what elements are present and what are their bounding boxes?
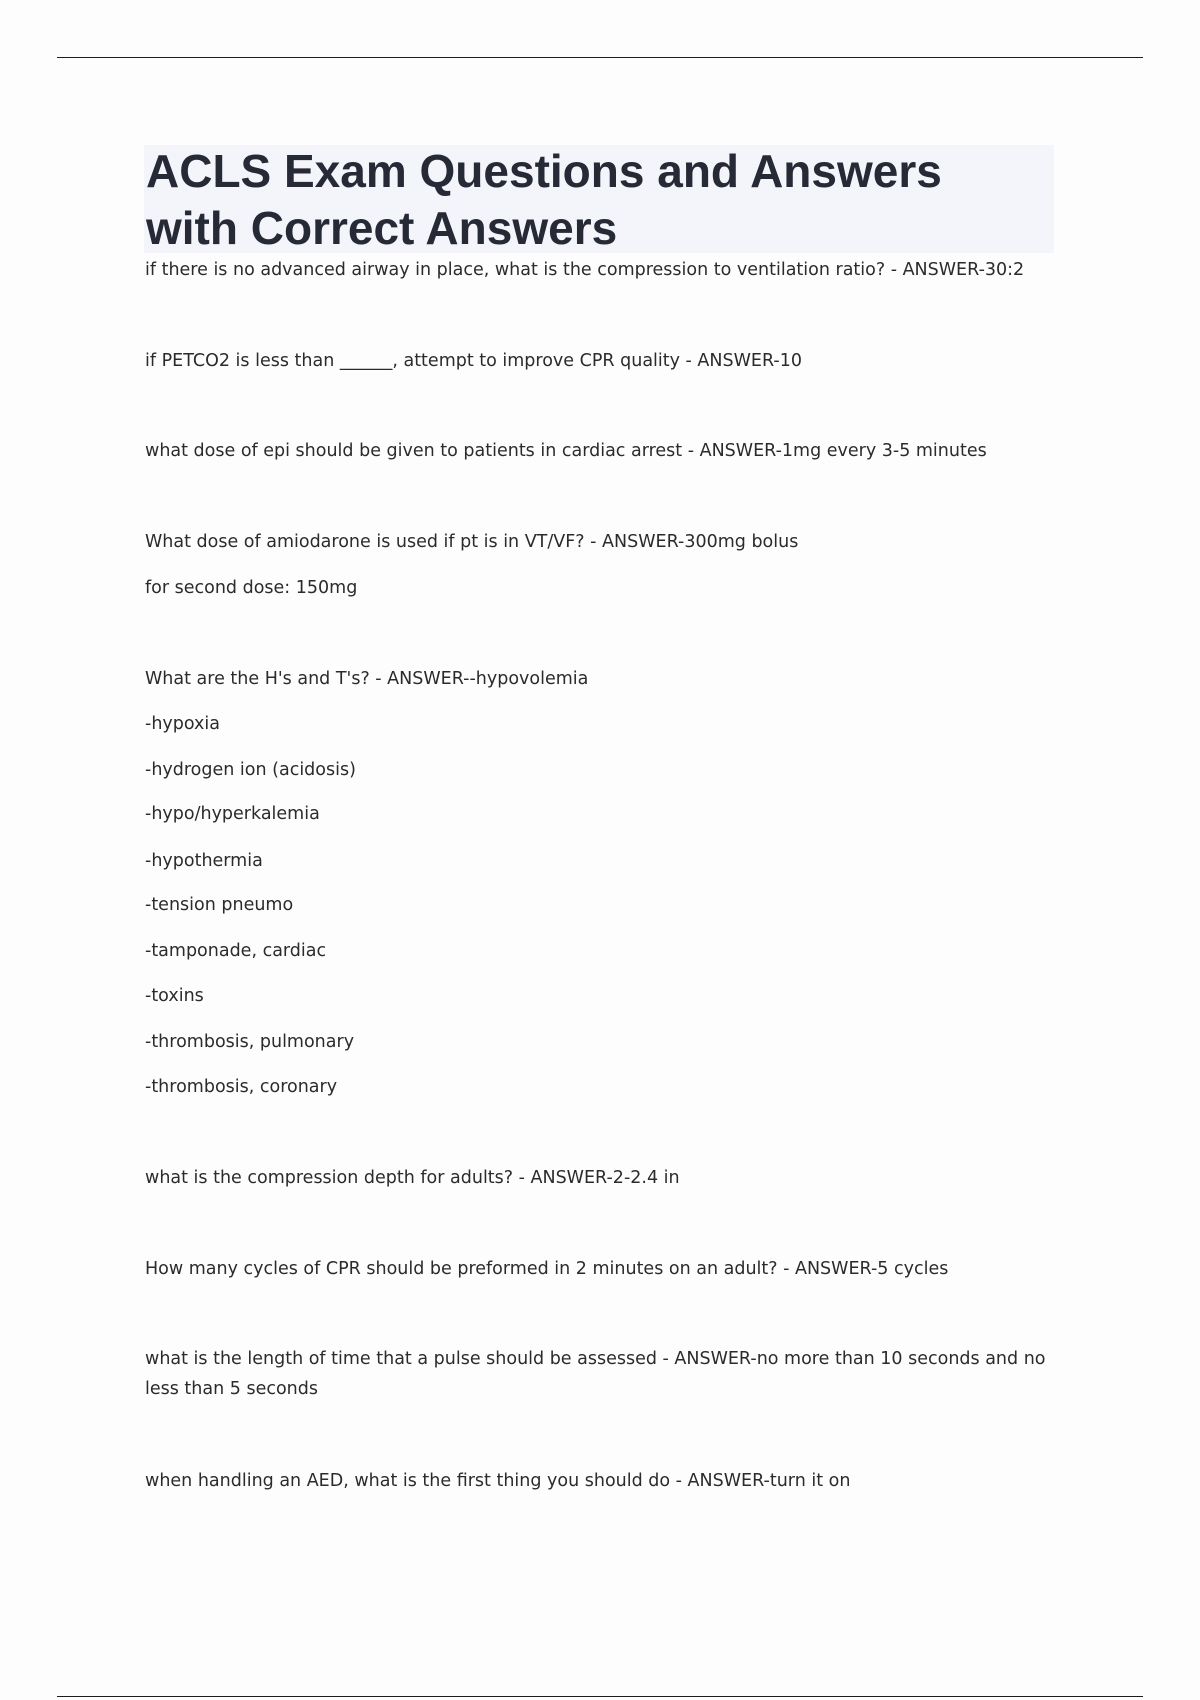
list-item: -hydrogen ion (acidosis) [145, 760, 356, 780]
list-item: -thrombosis, coronary [145, 1077, 338, 1097]
qa-item-compression-depth: what is the compression depth for adults? - ANSWER-2-2.4 in [145, 1168, 680, 1188]
qa-item-cpr-cycles: How many cycles of CPR should be preformed in 2 minutes on an adult? - ANSWER-5 cycles [145, 1259, 949, 1279]
qa-item-petco2: if PETCO2 is less than ______, attempt to improve CPR quality - ANSWER-10 [145, 351, 802, 371]
list-item: -thrombosis, pulmonary [145, 1032, 355, 1052]
qa-item-aed: when handling an AED, what is the first thing you should do - ANSWER-turn it on [145, 1471, 851, 1491]
qa-item-amiodarone-second: for second dose: 150mg [145, 578, 358, 598]
list-item: -hypoxia [145, 714, 220, 734]
list-item: -toxins [145, 986, 204, 1006]
qa-item-airway-ratio: if there is no advanced airway in place, what is the compression to ventilation ratio? - ANSWER-30:2 [145, 260, 1025, 280]
list-item: -hypo/hyperkalemia [145, 804, 320, 824]
list-item: -hypothermia [145, 851, 263, 871]
document-title: ACLS Exam Questions and Answers with Correct Answers [146, 145, 942, 254]
list-item: -tamponade, cardiac [145, 941, 327, 961]
qa-item-amiodarone: What dose of amiodarone is used if pt is in VT/VF? - ANSWER-300mg bolus [145, 532, 799, 552]
qa-item-pulse-check: what is the length of time that a pulse should be assessed - ANSWER-no more than 10 seconds and no less than 5 seconds [145, 1349, 1046, 1399]
qa-item-hs-ts: What are the H's and T's? - ANSWER--hypovolemia [145, 669, 589, 689]
list-item: -tension pneumo [145, 895, 294, 915]
top-rule [57, 57, 1143, 58]
bottom-rule [57, 1696, 1143, 1697]
qa-item-epi-dose: what dose of epi should be given to patients in cardiac arrest - ANSWER-1mg every 3-5 minutes [145, 441, 987, 461]
